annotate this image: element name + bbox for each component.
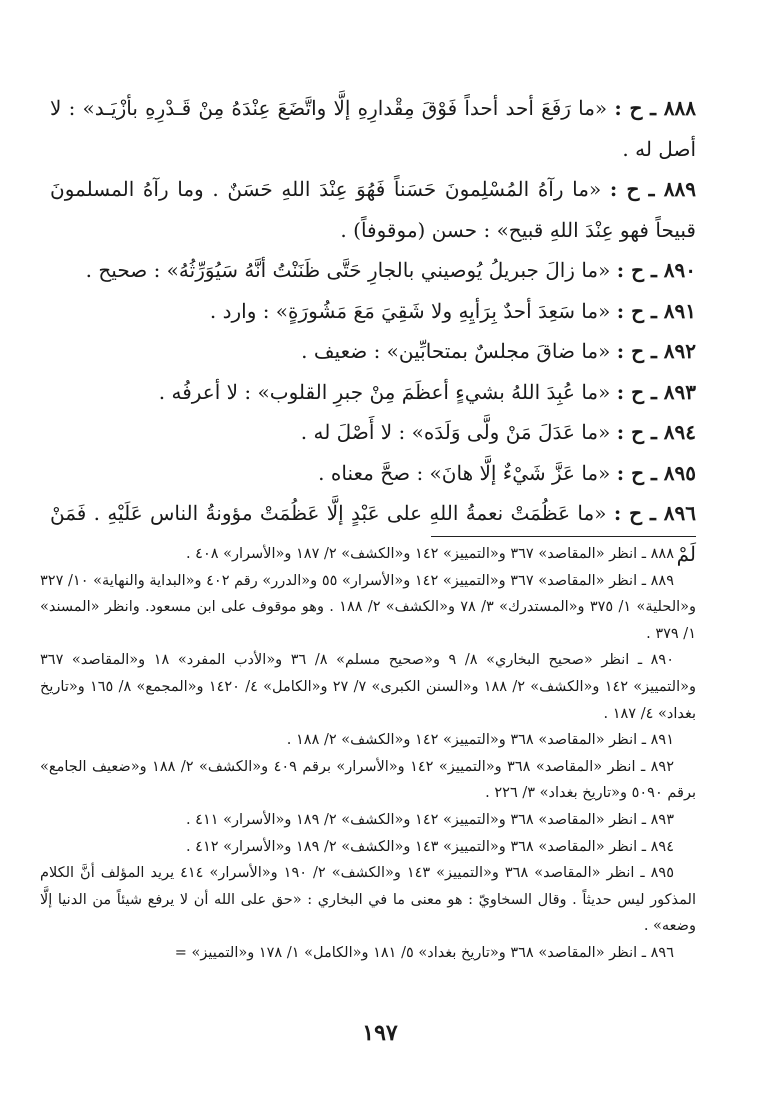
footnote-891: ٨٩١ ـ انظر «المقاصد» ٣٦٨ و«التمييز» ١٤٢ و«الكشف» ٢/ ١٨٨ .: [286, 732, 674, 749]
hadith-entry-889: [50, 169, 696, 250]
entry-text: «ما ضاقَ مجلسٌ بمتحابِّين» : ضعيف .: [301, 339, 611, 363]
entry-number: ٨٩٤ ـ ح :: [616, 420, 696, 444]
entry-number: ٨٩٦ ـ ح :: [613, 501, 697, 525]
footnote-889: ٨٨٩ ـ انظر «المقاصد» ٣٦٧ و«التمييز» ١٤٢ و«الأسرار» ٥٥ و«الدرر» رقم ٤٠٢ و«البداية والنهاية» ١٠/ ٣٢٧ و«الحلية» ١/ ٣٧٥ و«المستدرك» ٣/ ٧٨ و«الكشف» ٢/ ١٨٨ . وهو موقوف على ابن مسعود. وانظر «المسند» ١/ ٣٧٩ .: [40, 572, 697, 642]
entry-number: ٨٩١ ـ ح :: [616, 298, 696, 323]
entry-text: «ما زالَ جبريلُ يُوصيني بالجارِ حَتَّى ظَنَنْتُ أنَّهُ سَيُوَرِّثُهُ» : صحيح .: [85, 258, 611, 282]
entry-number: ٨٨٩ ـ ح :: [609, 177, 696, 201]
entry-number: ٨٩٠ ـ ح :: [616, 258, 696, 282]
hadith-entries: [50, 88, 696, 574]
entry-text: «ما عَزَّ شَيْءٌ إلَّا هانَ» : صحَّ معناه .: [318, 460, 611, 485]
footnote-892: ٨٩٢ ـ انظر «المقاصد» ٣٦٨ و«التمييز» ١٤٢ و«الأسرار» برقم ٤٠٩ و«الكشف» ٢/ ١٨٨ و«ضعيف الجامع» برقم ٥٠٩٠ و«تاريخ بغداد» ٣/ ٢٢٦ .: [40, 758, 696, 802]
entry-text: «ما سَعِدَ أحدٌ بِرَأيِهِ ولا شَقِيَ مَعَ مَشُورَةٍ» : وارد .: [209, 298, 611, 323]
entry-text: «ما عَظُمَتْ نعمةُ اللهِ على عَبْدٍ إلَّا عَظُمَتْ مؤونةُ الناس عَلَيْهِ . فَمَنْ لَمْ: [50, 501, 696, 566]
entry-text: «ما عُبِدَ اللهُ بشيءٍ أعظَمَ مِنْ جبرِ القلوب» : لا أعرفُه .: [158, 379, 611, 404]
footnote-888: ٨٨٨ ـ انظر «المقاصد» ٣٦٧ و«التمييز» ١٤٢ و«الكشف» ٢/ ١٨٧ و«الأسرار» ٤٠٨ .: [185, 546, 674, 562]
footnote-890: ٨٩٠ ـ انظر «صحيح البخاري» ٨/ ٩ و«صحيح مسلم» ٨/ ٣٦ و«الأدب المفرد» ١٨ و«المقاصد» ٣٦٧ و«التمييز» ١٤٢ و«الكشف» ٢/ ١٨٨ و«السنن الكبرى» ٧/ ٢٧ و«الكامل» ٤/ ١٤٢٠ و«المجمع» ٨/ ١٦٥ و«تاريخ بغداد» ٤/ ١٨٧ .: [40, 652, 697, 722]
footnote-separator: [431, 536, 696, 537]
hadith-entry-891: [50, 291, 696, 332]
hadith-entry-894: [50, 412, 696, 453]
footnotes: [40, 541, 696, 967]
footnote-894: ٨٩٤ ـ انظر «المقاصد» ٣٦٨ و«التمييز» ١٤٣ و«الكشف» ٢/ ١٨٩ و«الأسرار» ٤١٢ .: [185, 838, 674, 855]
entry-text: «ما رَفَعَ أحد أحداً فَوْقَ مِقْدارِهِ إلَّا واتَّضَعَ عِنْدَهُ مِنْ قَـدْرِهِ بأزْيَـد» : لا أصل له .: [50, 96, 696, 161]
entry-number: ٨٩٣ ـ ح :: [616, 379, 696, 404]
footnote-893: ٨٩٣ ـ انظر «المقاصد» ٣٦٨ و«التمييز» ١٤٢ و«الكشف» ٢/ ١٨٩ و«الأسرار» ٤١١ .: [185, 811, 674, 828]
entry-number: ٨٩٥ ـ ح :: [616, 460, 696, 485]
entry-number: ٨٨٨ ـ ح :: [614, 96, 697, 120]
entry-text: «ما عَدَلَ مَنْ ولَّى وَلَدَه» : لا أَصْلَ له .: [300, 420, 611, 444]
hadith-entry-892: [50, 331, 696, 372]
hadith-entry-895: [50, 453, 696, 494]
entry-text: «ما رآهُ المُسْلِمونَ حَسَناً فَهُوَ عِنْدَ اللهِ حَسَنٌ . وما رآهُ المسلمونَ قبيحاً فهو عِنْدَ اللهِ قبيح» : حسن (موقوفاً) .: [50, 177, 696, 242]
footnote-896: ٨٩٦ ـ انظر «المقاصد» ٣٦٨ و«تاريخ بغداد» ٥/ ١٨١ و«الكامل» ١/ ١٧٨ و«التمييز» =: [174, 944, 674, 961]
page-number: ١٩٧: [362, 1020, 398, 1046]
entry-number: ٨٩٢ ـ ح :: [616, 339, 696, 363]
footnote-895: ٨٩٥ ـ انظر «المقاصد» ٣٦٨ و«التمييز» ١٤٣ و«الكشف» ٢/ ١٩٠ و«الأسرار» ٤١٤ يريد المؤلف أنَّ الكلام المذكور ليس حديثاً . وقال السخاويّ : هو معنى ما في البخاري : «حق على الله أن لا يرفع شيئاً من الدنيا إلَّا وضعه» .: [40, 865, 696, 935]
hadith-entry-890: [50, 250, 696, 291]
hadith-entry-888: [50, 88, 696, 169]
hadith-entry-893: [50, 372, 696, 413]
